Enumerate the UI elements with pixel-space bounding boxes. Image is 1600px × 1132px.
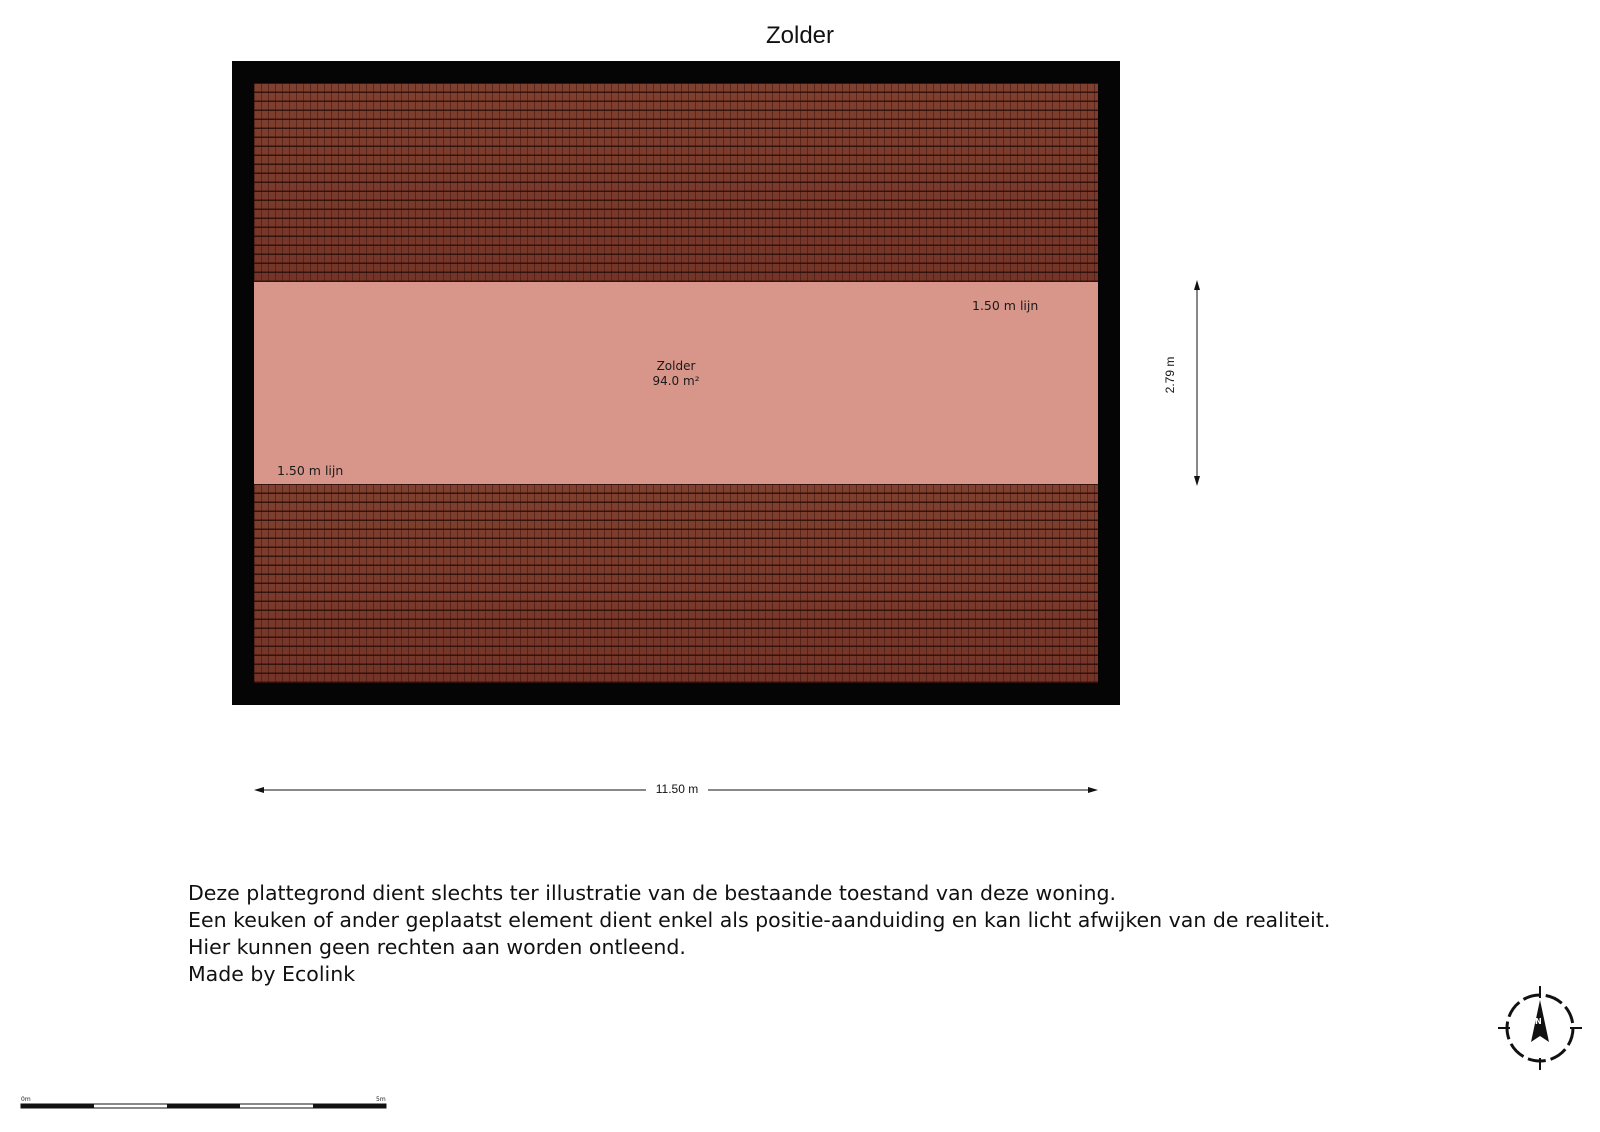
scale-end-label: 5m bbox=[376, 1096, 386, 1103]
scale-start-label: 0m bbox=[21, 1096, 31, 1103]
arrow-left-icon bbox=[254, 787, 264, 793]
height-line-label-bottom: 1.50 m lijn bbox=[277, 463, 344, 478]
room-area: 94.0 m² bbox=[652, 374, 700, 388]
disclaimer-line: Made by Ecolink bbox=[188, 962, 356, 986]
arrow-up-icon bbox=[1194, 280, 1200, 290]
room-name: Zolder bbox=[656, 359, 696, 373]
disclaimer-line: Een keuken of ander geplaatst element dient enkel als positie-aanduiding en kan licht afwijken van de realiteit. bbox=[188, 908, 1331, 932]
compass-north-label: N bbox=[1535, 1017, 1542, 1026]
compass-rose-icon bbox=[1498, 986, 1582, 1070]
disclaimer-line: Hier kunnen geen rechten aan worden ontleend. bbox=[188, 935, 686, 959]
width-dimension-label: 11.50 m bbox=[646, 782, 708, 796]
disclaimer bbox=[188, 880, 1330, 988]
page-title: Zolder bbox=[765, 22, 835, 49]
disclaimer-line: Deze plattegrond dient slechts ter illustratie van de bestaande toestand van deze woning. bbox=[188, 881, 1117, 905]
height-line-label-top: 1.50 m lijn bbox=[972, 298, 1039, 313]
scale-bar bbox=[21, 1104, 386, 1108]
depth-dimension-label: 2.79 m bbox=[1162, 345, 1178, 405]
arrow-down-icon bbox=[1194, 476, 1200, 486]
arrow-right-icon bbox=[1088, 787, 1098, 793]
